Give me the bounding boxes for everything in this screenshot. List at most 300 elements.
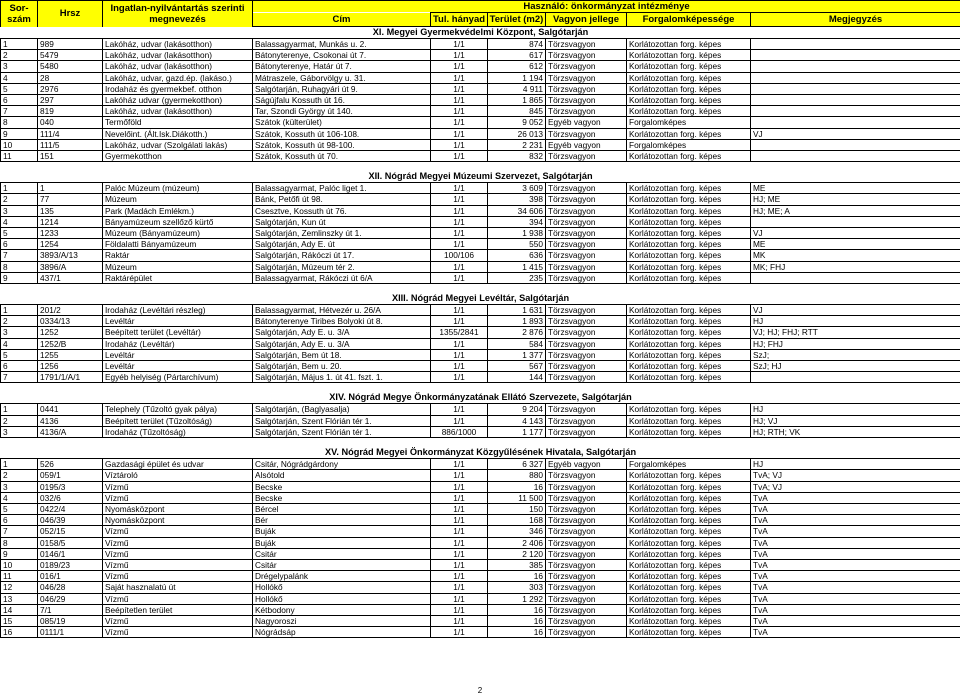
table-row bbox=[1, 459, 960, 470]
table-cell: Törzsvagyon bbox=[546, 349, 627, 360]
table-cell: 1 865 bbox=[488, 95, 546, 106]
section-title: XIII. Nógrád Megyei Levéltár, Salgótarján bbox=[1, 293, 960, 305]
table-cell: 11 500 bbox=[488, 492, 546, 503]
table-cell: SzJ; HJ bbox=[751, 361, 960, 372]
table-cell: Forgalomképes bbox=[627, 459, 751, 470]
table-cell: 1/1 bbox=[431, 61, 488, 72]
table-cell: 6 bbox=[1, 95, 38, 106]
table-cell: Korlátozottan forg. képes bbox=[627, 604, 751, 615]
table-cell: 385 bbox=[488, 559, 546, 570]
table-cell bbox=[751, 50, 960, 61]
table-cell: 7 bbox=[1, 250, 38, 261]
table-cell: 1/1 bbox=[431, 305, 488, 316]
table-cell: 3 bbox=[1, 426, 38, 437]
table-cell bbox=[751, 83, 960, 94]
table-cell: Korlátozottan forg. képes bbox=[627, 151, 751, 162]
table-cell: Korlátozottan forg. képes bbox=[627, 50, 751, 61]
table-cell: 1/1 bbox=[431, 548, 488, 559]
table-cell: 0146/1 bbox=[38, 548, 103, 559]
table-cell: Park (Madách Emlékm.) bbox=[103, 205, 253, 216]
table-row bbox=[1, 239, 960, 250]
table-cell: 046/28 bbox=[38, 582, 103, 593]
section-title-row bbox=[1, 27, 960, 39]
table-cell: HJ; ME bbox=[751, 194, 960, 205]
table-cell: Egyéb helyiség (Pártarchívum) bbox=[103, 372, 253, 383]
table-cell: 394 bbox=[488, 216, 546, 227]
table-cell: Korlátozottan forg. képes bbox=[627, 128, 751, 139]
table-cell: HJ; VJ bbox=[751, 415, 960, 426]
table-cell: 845 bbox=[488, 106, 546, 117]
table-cell: HJ; FHJ bbox=[751, 338, 960, 349]
table-cell: Telephely (Tűzoltó gyak pálya) bbox=[103, 404, 253, 415]
table-cell: Korlátozottan forg. képes bbox=[627, 106, 751, 117]
table-cell: Balassagyarmat, Rákóczi út 6/A bbox=[253, 272, 431, 283]
table-cell: 235 bbox=[488, 272, 546, 283]
table-cell: 3 bbox=[1, 61, 38, 72]
table-cell: 111/5 bbox=[38, 139, 103, 150]
table-cell: 1/1 bbox=[431, 72, 488, 83]
table-cell: TvA; VJ bbox=[751, 470, 960, 481]
table-cell: 11 bbox=[1, 151, 38, 162]
table-cell: Törzsvagyon bbox=[546, 515, 627, 526]
table-cell: TvA bbox=[751, 593, 960, 604]
table-row bbox=[1, 426, 960, 437]
table-cell: SzJ; bbox=[751, 349, 960, 360]
table-cell: Egyéb vagyon bbox=[546, 459, 627, 470]
table-cell: Törzsvagyon bbox=[546, 194, 627, 205]
table-cell: Ságújfalu Kossuth út 16. bbox=[253, 95, 431, 106]
table-cell: Buják bbox=[253, 526, 431, 537]
table-cell: 150 bbox=[488, 503, 546, 514]
table-cell: 3896/A bbox=[38, 261, 103, 272]
col-header: Hrsz bbox=[38, 1, 103, 27]
table-cell: 7 bbox=[1, 372, 38, 383]
table-row bbox=[1, 305, 960, 316]
table-cell: Kétbodony bbox=[253, 604, 431, 615]
table-cell: Korlátozottan forg. képes bbox=[627, 95, 751, 106]
table-cell: Vízmű bbox=[103, 492, 253, 503]
table-row bbox=[1, 83, 960, 94]
table-cell: Korlátozottan forg. képes bbox=[627, 228, 751, 239]
section-title-row bbox=[1, 171, 960, 183]
table-cell: 4 bbox=[1, 338, 38, 349]
table-cell: Bátonyterenye, Határ út 7. bbox=[253, 61, 431, 72]
table-cell: 11 bbox=[1, 571, 38, 582]
table-cell: Salgótarján, Rákóczi út 17. bbox=[253, 250, 431, 261]
table-cell: 1/1 bbox=[431, 361, 488, 372]
table-row bbox=[1, 216, 960, 227]
table-cell: 26 013 bbox=[488, 128, 546, 139]
table-row bbox=[1, 615, 960, 626]
table-cell: 1 377 bbox=[488, 349, 546, 360]
table-cell bbox=[751, 72, 960, 83]
section-gap bbox=[1, 284, 960, 294]
table-row bbox=[1, 349, 960, 360]
table-cell: Korlátozottan forg. képes bbox=[627, 426, 751, 437]
table-cell: Korlátozottan forg. képes bbox=[627, 492, 751, 503]
table-cell: 2 bbox=[1, 316, 38, 327]
table-row bbox=[1, 261, 960, 272]
table-cell: Korlátozottan forg. képes bbox=[627, 515, 751, 526]
col-header: Vagyon jellege bbox=[546, 13, 627, 27]
table-cell: 1/1 bbox=[431, 415, 488, 426]
table-cell: 1/1 bbox=[431, 404, 488, 415]
table-cell: 1/1 bbox=[431, 349, 488, 360]
section-title: XII. Nógrád Megyei Múzeumi Szervezet, Salgótarján bbox=[1, 171, 960, 183]
table-cell: Törzsvagyon bbox=[546, 305, 627, 316]
table-cell: 5 bbox=[1, 503, 38, 514]
table-row bbox=[1, 537, 960, 548]
table-cell: Törzsvagyon bbox=[546, 128, 627, 139]
table-cell: 1 bbox=[1, 459, 38, 470]
table-cell: Irodaház és gyermekbef. otthon bbox=[103, 83, 253, 94]
table-cell: Balassagyarmat, Hétvezér u. 26/A bbox=[253, 305, 431, 316]
table-cell: Irodaház (Levéltári részleg) bbox=[103, 305, 253, 316]
table-cell: Palóc Múzeum (múzeum) bbox=[103, 183, 253, 194]
table-cell: Becske bbox=[253, 492, 431, 503]
table-cell: 085/19 bbox=[38, 615, 103, 626]
table-cell: Tar, Szondi György út 140. bbox=[253, 106, 431, 117]
table-cell: 5 bbox=[1, 228, 38, 239]
table-cell: Korlátozottan forg. képes bbox=[627, 239, 751, 250]
table-cell: Korlátozottan forg. képes bbox=[627, 582, 751, 593]
table-cell: Törzsvagyon bbox=[546, 216, 627, 227]
table-cell: 016/1 bbox=[38, 571, 103, 582]
table-cell bbox=[751, 272, 960, 283]
table-cell: Becske bbox=[253, 481, 431, 492]
table-cell: Törzsvagyon bbox=[546, 526, 627, 537]
table-cell bbox=[751, 117, 960, 128]
table-cell: 1/1 bbox=[431, 139, 488, 150]
table-cell: TvA bbox=[751, 615, 960, 626]
table-cell: Korlátozottan forg. képes bbox=[627, 316, 751, 327]
table-cell: Alsótold bbox=[253, 470, 431, 481]
table-cell: 1 bbox=[1, 39, 38, 50]
table-cell: 612 bbox=[488, 61, 546, 72]
table-cell: Törzsvagyon bbox=[546, 261, 627, 272]
table-cell: 7/1 bbox=[38, 604, 103, 615]
table-cell: Salgótarján, Ady E. út bbox=[253, 239, 431, 250]
table-cell: Beépítetlen terület bbox=[103, 604, 253, 615]
table-cell: 1/1 bbox=[431, 183, 488, 194]
table-cell: 7 bbox=[1, 106, 38, 117]
table-cell: 2 bbox=[1, 470, 38, 481]
table-cell: TvA bbox=[751, 604, 960, 615]
table-cell: 398 bbox=[488, 194, 546, 205]
table-cell: Nógrádsáp bbox=[253, 627, 431, 638]
table-cell: VJ bbox=[751, 228, 960, 239]
table-cell: Hollókő bbox=[253, 593, 431, 604]
table-cell: Csitár bbox=[253, 548, 431, 559]
table-cell: Korlátozottan forg. képes bbox=[627, 205, 751, 216]
table-cell: 4 bbox=[1, 72, 38, 83]
table-cell: 1/1 bbox=[431, 128, 488, 139]
table-cell: Korlátozottan forg. képes bbox=[627, 250, 751, 261]
table-cell: HJ; RTH; VK bbox=[751, 426, 960, 437]
table-cell: Salgótarján, Szent Flórián tér 1. bbox=[253, 426, 431, 437]
table-cell: Törzsvagyon bbox=[546, 559, 627, 570]
table-cell: 6 327 bbox=[488, 459, 546, 470]
table-cell: 6 bbox=[1, 239, 38, 250]
table-cell: 2 876 bbox=[488, 327, 546, 338]
table-row bbox=[1, 183, 960, 194]
table-cell: 2976 bbox=[38, 83, 103, 94]
table-cell: 1/1 bbox=[431, 526, 488, 537]
table-cell: Törzsvagyon bbox=[546, 537, 627, 548]
table-cell: 1/1 bbox=[431, 272, 488, 283]
table-cell: 1/1 bbox=[431, 239, 488, 250]
table-cell: 1 938 bbox=[488, 228, 546, 239]
section-title: XI. Megyei Gyermekvédelmi Központ, Salgótarján bbox=[1, 27, 960, 39]
table-row bbox=[1, 316, 960, 327]
table-cell: Salgótarján, Ady E. u. 3/A bbox=[253, 327, 431, 338]
table-row bbox=[1, 604, 960, 615]
section-title: XIV. Nógrád Megye Önkormányzatának Ellátó Szervezete, Salgótarján bbox=[1, 392, 960, 404]
table-cell: 5479 bbox=[38, 50, 103, 61]
table-cell: Korlátozottan forg. képes bbox=[627, 526, 751, 537]
table-cell: 12 bbox=[1, 582, 38, 593]
table-cell: Vízmű bbox=[103, 593, 253, 604]
table-cell: Korlátozottan forg. képes bbox=[627, 481, 751, 492]
table-cell: 9 bbox=[1, 128, 38, 139]
table-cell: 346 bbox=[488, 526, 546, 537]
table-cell: 1/1 bbox=[431, 515, 488, 526]
table-cell: 0441 bbox=[38, 404, 103, 415]
table-cell: 9 052 bbox=[488, 117, 546, 128]
table-cell: Törzsvagyon bbox=[546, 503, 627, 514]
table-cell: Salgótarján, (Baglyasalja) bbox=[253, 404, 431, 415]
table-cell: Törzsvagyon bbox=[546, 615, 627, 626]
table-cell: Korlátozottan forg. képes bbox=[627, 415, 751, 426]
table-row bbox=[1, 593, 960, 604]
table-row bbox=[1, 39, 960, 50]
table-cell: VJ; HJ; FHJ; RTT bbox=[751, 327, 960, 338]
table-cell: 1256 bbox=[38, 361, 103, 372]
table-row bbox=[1, 372, 960, 383]
table-cell: TvA; VJ bbox=[751, 481, 960, 492]
table-cell: Vízmű bbox=[103, 559, 253, 570]
table-cell: Lakóház, udvar, gazd.ép. (lakáso.) bbox=[103, 72, 253, 83]
table-cell: TvA bbox=[751, 515, 960, 526]
table-cell: Törzsvagyon bbox=[546, 571, 627, 582]
table-cell: 16 bbox=[488, 604, 546, 615]
table-cell: TvA bbox=[751, 537, 960, 548]
table-cell: 1/1 bbox=[431, 604, 488, 615]
table-cell: Törzsvagyon bbox=[546, 426, 627, 437]
table-row bbox=[1, 582, 960, 593]
table-cell: 4136/A bbox=[38, 426, 103, 437]
table-row bbox=[1, 526, 960, 537]
table-cell: Lakóház, udvar (Szolgálati lakás) bbox=[103, 139, 253, 150]
section-gap bbox=[1, 162, 960, 172]
table-cell: 1/1 bbox=[431, 83, 488, 94]
table-cell: Lakóház udvar (gyermekotthon) bbox=[103, 95, 253, 106]
table-cell: Törzsvagyon bbox=[546, 106, 627, 117]
table-cell: Korlátozottan forg. képes bbox=[627, 548, 751, 559]
table-cell: Salgótarján, Kun út bbox=[253, 216, 431, 227]
table-cell: Törzsvagyon bbox=[546, 470, 627, 481]
table-cell: Lakóház, udvar (lakásotthon) bbox=[103, 61, 253, 72]
table-cell: 1/1 bbox=[431, 559, 488, 570]
table-cell: MK bbox=[751, 250, 960, 261]
section-gap bbox=[1, 383, 960, 393]
table-cell: 77 bbox=[38, 194, 103, 205]
table-cell: Drégelypalánk bbox=[253, 571, 431, 582]
table-cell: Salgótarján, Bem u. 20. bbox=[253, 361, 431, 372]
table-cell: Raktárépület bbox=[103, 272, 253, 283]
table-cell: 2 bbox=[1, 194, 38, 205]
table-cell: 1/1 bbox=[431, 316, 488, 327]
table-cell: 1/1 bbox=[431, 492, 488, 503]
col-header: Megjegyzés bbox=[751, 13, 960, 27]
table-cell: 1355/2841 bbox=[431, 327, 488, 338]
table-cell: TvA bbox=[751, 559, 960, 570]
table-row bbox=[1, 415, 960, 426]
table-cell: Salgótarján, Ady E. u. 3/A bbox=[253, 338, 431, 349]
table-row bbox=[1, 151, 960, 162]
table-cell: 046/29 bbox=[38, 593, 103, 604]
table-cell: 880 bbox=[488, 470, 546, 481]
table-row bbox=[1, 361, 960, 372]
table-row bbox=[1, 50, 960, 61]
table-cell: 1 292 bbox=[488, 593, 546, 604]
table-cell: Bányamúzeum szellőző kürtő bbox=[103, 216, 253, 227]
table-cell: VJ bbox=[751, 305, 960, 316]
table-row bbox=[1, 515, 960, 526]
table-row bbox=[1, 128, 960, 139]
table-cell: Korlátozottan forg. képes bbox=[627, 39, 751, 50]
table-cell: 144 bbox=[488, 372, 546, 383]
table-cell: 13 bbox=[1, 593, 38, 604]
table-cell: 1 bbox=[1, 305, 38, 316]
col-header: Sor-szám bbox=[1, 1, 38, 27]
table-row bbox=[1, 250, 960, 261]
table-cell: 1/1 bbox=[431, 205, 488, 216]
table-cell: 1/1 bbox=[431, 593, 488, 604]
table-cell: Törzsvagyon bbox=[546, 83, 627, 94]
table-cell: 1252 bbox=[38, 327, 103, 338]
table-cell: Gyermekotthon bbox=[103, 151, 253, 162]
table-cell: Szátok, Kossuth út 70. bbox=[253, 151, 431, 162]
table-cell: 1/1 bbox=[431, 571, 488, 582]
table-cell: 151 bbox=[38, 151, 103, 162]
table-cell: Egyéb vagyon bbox=[546, 117, 627, 128]
table-cell: 1/1 bbox=[431, 503, 488, 514]
table-cell: Korlátozottan forg. képes bbox=[627, 470, 751, 481]
table-cell: Törzsvagyon bbox=[546, 183, 627, 194]
table-cell: 832 bbox=[488, 151, 546, 162]
table-cell: Múzeum bbox=[103, 194, 253, 205]
table-cell: 874 bbox=[488, 39, 546, 50]
table-row bbox=[1, 205, 960, 216]
table-cell: 1 893 bbox=[488, 316, 546, 327]
table-cell: Termőföld bbox=[103, 117, 253, 128]
table-row bbox=[1, 106, 960, 117]
table-cell: 15 bbox=[1, 615, 38, 626]
table-cell: Bátonyterenye Tiribes Bolyoki út 8. bbox=[253, 316, 431, 327]
table-cell: Korlátozottan forg. képes bbox=[627, 183, 751, 194]
table-cell: Csesztve, Kossuth út 76. bbox=[253, 205, 431, 216]
table-cell: 10 bbox=[1, 559, 38, 570]
table-row bbox=[1, 117, 960, 128]
table-cell: Törzsvagyon bbox=[546, 627, 627, 638]
table-cell: Vízmű bbox=[103, 627, 253, 638]
col-header: Forgalomképessége bbox=[627, 13, 751, 27]
table-cell: Forgalomképes bbox=[627, 117, 751, 128]
table-cell: 8 bbox=[1, 261, 38, 272]
table-cell: TvA bbox=[751, 571, 960, 582]
table-cell: 2 406 bbox=[488, 537, 546, 548]
table-cell: 3 609 bbox=[488, 183, 546, 194]
table-cell: 100/106 bbox=[431, 250, 488, 261]
table-cell: 0334/13 bbox=[38, 316, 103, 327]
table-cell: Szátok, Kossuth út 106-108. bbox=[253, 128, 431, 139]
table-cell: 1/1 bbox=[431, 627, 488, 638]
table-cell: 8 bbox=[1, 117, 38, 128]
table-cell: Törzsvagyon bbox=[546, 548, 627, 559]
table-cell: Szátok (külterület) bbox=[253, 117, 431, 128]
table-row bbox=[1, 95, 960, 106]
table-cell bbox=[751, 39, 960, 50]
table-cell: 3893/A/13 bbox=[38, 250, 103, 261]
table-row bbox=[1, 548, 960, 559]
table-cell: 303 bbox=[488, 582, 546, 593]
table-cell: 9 bbox=[1, 548, 38, 559]
table-cell: Nagyoroszi bbox=[253, 615, 431, 626]
table-cell: HJ bbox=[751, 404, 960, 415]
table-row bbox=[1, 272, 960, 283]
table-cell: 1233 bbox=[38, 228, 103, 239]
table-cell: 1 415 bbox=[488, 261, 546, 272]
table-cell: Salgótarján, Múzeum tér 2. bbox=[253, 261, 431, 272]
table-cell: Bér bbox=[253, 515, 431, 526]
table-cell: 14 bbox=[1, 604, 38, 615]
table-cell: Korlátozottan forg. képes bbox=[627, 327, 751, 338]
table-row bbox=[1, 72, 960, 83]
table-cell bbox=[751, 139, 960, 150]
table-cell: Törzsvagyon bbox=[546, 593, 627, 604]
table-cell: 8 bbox=[1, 537, 38, 548]
table-cell: Irodaház (Tűzoltóság) bbox=[103, 426, 253, 437]
table-cell: 5 bbox=[1, 349, 38, 360]
table-cell: 046/39 bbox=[38, 515, 103, 526]
table-cell bbox=[751, 106, 960, 117]
table-cell: Törzsvagyon bbox=[546, 272, 627, 283]
table-cell: Törzsvagyon bbox=[546, 582, 627, 593]
table-cell: 1/1 bbox=[431, 106, 488, 117]
table-cell: 1/1 bbox=[431, 216, 488, 227]
table-row bbox=[1, 503, 960, 514]
table-cell: Levéltár bbox=[103, 361, 253, 372]
table-cell: Törzsvagyon bbox=[546, 404, 627, 415]
table-cell: TvA bbox=[751, 526, 960, 537]
table-cell: Vízmű bbox=[103, 615, 253, 626]
table-cell: 1/1 bbox=[431, 615, 488, 626]
table-cell: 059/1 bbox=[38, 470, 103, 481]
table-cell: Földalatti Bányamúzeum bbox=[103, 239, 253, 250]
table-cell: Törzsvagyon bbox=[546, 492, 627, 503]
table-cell: 1/1 bbox=[431, 95, 488, 106]
table-cell: Levéltár bbox=[103, 349, 253, 360]
table-cell: TvA bbox=[751, 582, 960, 593]
table-cell: Korlátozottan forg. képes bbox=[627, 61, 751, 72]
table-cell: Mátraszele, Gáborvölgy u. 31. bbox=[253, 72, 431, 83]
table-cell: Vízmű bbox=[103, 548, 253, 559]
table-cell: Korlátozottan forg. képes bbox=[627, 338, 751, 349]
table-cell: Raktár bbox=[103, 250, 253, 261]
table-cell: 9 204 bbox=[488, 404, 546, 415]
table-cell: 1/1 bbox=[431, 261, 488, 272]
